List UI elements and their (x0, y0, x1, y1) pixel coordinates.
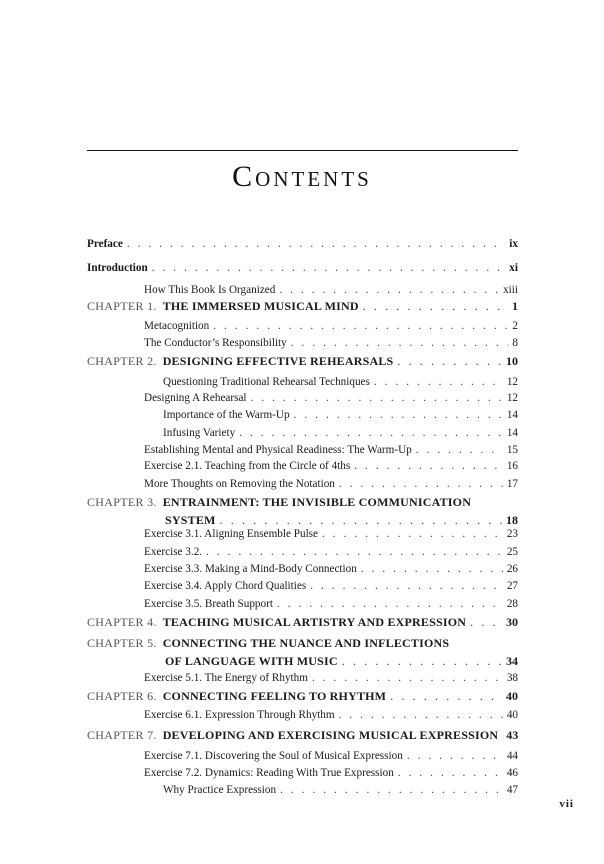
page-number: 10 (506, 354, 518, 368)
toc-entry (0, 748, 604, 764)
toc-chapter-entry (0, 635, 604, 651)
dot-leader (470, 614, 502, 630)
dot-leader (374, 374, 503, 390)
page-number: 30 (506, 615, 518, 629)
dot-leader (407, 748, 503, 764)
dot-leader (339, 476, 503, 492)
dot-leader (206, 544, 503, 560)
page-number: 14 (506, 427, 518, 439)
dot-leader (213, 318, 508, 334)
dot-leader (291, 335, 509, 351)
toc-chapter-entry (0, 353, 604, 369)
toc-entry (0, 578, 604, 594)
chapter-number: CHAPTER 3. (87, 495, 157, 509)
dot-leader (280, 782, 503, 798)
chapter-number: CHAPTER 2. (87, 354, 157, 368)
chapter-title: DESIGNING EFFECTIVE REHEARSALS (162, 354, 394, 368)
toc-entry (0, 670, 604, 686)
page-number: 25 (506, 546, 518, 558)
chapter-title: CONNECTING FEELING TO RHYTHM (162, 689, 387, 703)
chapter-title: TEACHING MUSICAL ARTISTRY AND EXPRESSION (162, 615, 467, 629)
entry-title: More Thoughts on Removing the Notation (144, 478, 335, 490)
chapter-title-continued: SYSTEM (165, 513, 216, 527)
page-number: 23 (506, 528, 518, 540)
toc-chapter-entry (0, 727, 604, 743)
dot-leader (127, 236, 505, 252)
page-number: 47 (506, 784, 518, 796)
chapter-number: CHAPTER 5. (87, 636, 157, 650)
chapter-title: CONNECTING THE NUANCE AND INFLECTIONS (162, 636, 450, 650)
toc-chapter-entry (0, 494, 604, 510)
page-number: xi (509, 262, 518, 274)
dot-leader (363, 298, 508, 314)
toc-entry (0, 374, 604, 390)
page-number: 27 (506, 580, 518, 592)
chapter-number: CHAPTER 1. (87, 299, 157, 313)
page-number: 28 (506, 598, 518, 610)
entry-title: Metacognition (144, 320, 210, 332)
dot-leader (390, 688, 502, 704)
dot-leader (342, 653, 502, 669)
chapter-title: THE IMMERSED MUSICAL MIND (162, 299, 359, 313)
toc-entry (0, 282, 604, 298)
toc-chapter-entry (0, 688, 604, 704)
toc-entry (0, 318, 604, 334)
toc-entry (0, 236, 604, 252)
toc-entry (0, 782, 604, 798)
page-number: 16 (506, 460, 518, 472)
dot-leader (277, 596, 503, 612)
entry-title: The Conductor’s Responsibility (144, 337, 287, 349)
chapter-title: ENTRAINMENT: THE INVISIBLE COMMUNICATION (162, 495, 472, 509)
toc-chapter-entry-continued (0, 653, 604, 669)
dot-leader (294, 407, 503, 423)
entry-title: Exercise 7.2. Dynamics: Reading With True Expression (144, 767, 394, 779)
toc-entry (0, 390, 604, 406)
toc-entry (0, 335, 604, 351)
dot-leader (322, 526, 503, 542)
entry-title: Questioning Traditional Rehearsal Techniques (163, 376, 370, 388)
entry-title: Establishing Mental and Physical Readiness: The Warm-Up (144, 444, 412, 456)
toc-entry (0, 526, 604, 542)
page-number: 44 (506, 750, 518, 762)
page-number: 38 (506, 672, 518, 684)
entry-title: Why Practice Expression (163, 784, 277, 796)
page-number: 40 (506, 709, 518, 721)
entry-title: Importance of the Warm-Up (163, 409, 290, 421)
dot-leader (416, 442, 503, 458)
dot-leader (310, 578, 503, 594)
chapter-number: CHAPTER 6. (87, 689, 157, 703)
entry-title: Infusing Variety (163, 427, 236, 439)
chapter-title: DEVELOPING AND EXERCISING MUSICAL EXPRESSION (162, 728, 499, 742)
dot-leader (239, 425, 503, 441)
toc-entry (0, 561, 604, 577)
page-number: 26 (506, 563, 518, 575)
toc-entry (0, 458, 604, 474)
page-number: 46 (506, 767, 518, 779)
dot-leader (398, 765, 503, 781)
entry-title: Exercise 7.1. Discovering the Soul of Musical Expression (144, 750, 403, 762)
entry-title: How This Book Is Organized (144, 284, 276, 296)
toc-entry (0, 476, 604, 492)
toc-entry (0, 765, 604, 781)
entry-title: Exercise 3.4. Apply Chord Qualities (144, 580, 307, 592)
entry-title: Exercise 3.3. Making a Mind-Body Connection (144, 563, 357, 575)
toc-chapter-entry (0, 614, 604, 630)
page-title: Contents (232, 160, 372, 193)
entry-title: Exercise 3.5. Breath Support (144, 598, 273, 610)
toc-entry (0, 407, 604, 423)
dot-leader (361, 561, 503, 577)
page-number: 12 (506, 392, 518, 404)
dot-leader (152, 260, 506, 276)
page-number: 18 (506, 513, 518, 527)
dot-leader (397, 353, 502, 369)
page-number: 43 (506, 728, 519, 742)
toc-entry (0, 707, 604, 723)
toc-entry (0, 425, 604, 441)
dot-leader (339, 707, 503, 723)
page-number: 12 (506, 376, 518, 388)
page-number: 14 (506, 409, 518, 421)
toc-chapter-entry (0, 298, 604, 314)
page-number: 17 (506, 478, 518, 490)
page-number: 8 (512, 337, 518, 349)
entry-title: Exercise 3.2. (144, 546, 203, 558)
page-number: 40 (506, 689, 518, 703)
entry-title: Exercise 2.1. Teaching from the Circle of 4ths (144, 460, 351, 472)
toc-entry (0, 260, 604, 276)
chapter-title-continued: OF LANGUAGE WITH MUSIC (165, 654, 338, 668)
dot-leader (279, 282, 499, 298)
page-number: 34 (506, 654, 518, 668)
page-number: 15 (506, 444, 518, 456)
page-number: ix (509, 238, 518, 250)
dot-leader (251, 390, 503, 406)
entry-title: Preface (87, 238, 123, 250)
dot-leader (354, 458, 503, 474)
entry-title: Exercise 5.1. The Energy of Rhythm (144, 672, 308, 684)
page-number: xiii (503, 284, 518, 296)
page-number: 2 (512, 320, 518, 332)
entry-title: Introduction (87, 262, 148, 274)
toc-entry (0, 596, 604, 612)
entry-title: Designing A Rehearsal (144, 392, 247, 404)
dot-leader (312, 670, 503, 686)
page-number: 1 (512, 299, 518, 313)
chapter-number: CHAPTER 7. (87, 728, 157, 742)
chapter-number: CHAPTER 4. (87, 615, 157, 629)
entry-title: Exercise 3.1. Aligning Ensemble Pulse (144, 528, 319, 540)
entry-title: Exercise 6.1. Expression Through Rhythm (144, 709, 335, 721)
page-folio: vii (559, 798, 574, 810)
toc-entry (0, 442, 604, 458)
toc-entry (0, 544, 604, 560)
